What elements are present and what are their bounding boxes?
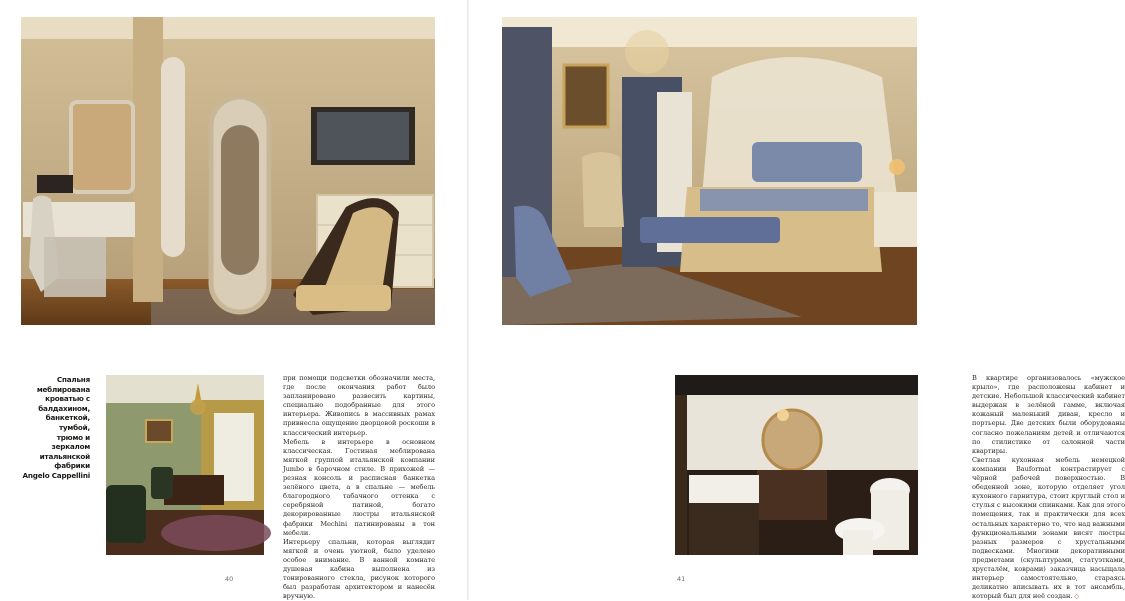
paragraph-text: Светлая кухонная мебель немецкой компании Bauformat контрастирует с чёрной рабочей поверхностью. В обеденной зоне, которую отделяет угол кухонного гарнитура, стоит круглый стол и стулья с высокими спинками. Как для этого помещения, так и практически для всех остальных характерно то, что над важными функциональными зонами висят люстры разных размеров с хрустальными подвесками. Многими декоративными предметами (скульптурами, статуэтками, хрусталём, коврами) заказчица насыщала интерьер самостоятельно, стараясь деликатно вписывать их в тот ансамбль, который был для неё создан. [972,455,1125,601]
bedroom-vanity-photo [21,17,435,325]
master-bedroom-photo [502,17,917,325]
page-number: 40 [225,575,234,583]
page-number: 41 [677,575,686,583]
article-column-right [972,374,1125,601]
caption-line: банкеткой, тумбой, [45,413,90,432]
article-column-left [283,374,435,601]
paragraph: В квартире организовалось «мужское крыло», где расположены кабинет и детские. Небольшой классический кабинет выдержан в зелёной гамме, включая кожаный маленький диван, кресло и портьеры. Две детских были оборудованы согласно пожеланиям детей и отличаются по стилистике от салонной части квартиры. [972,374,1125,455]
bathroom-photo [675,375,918,555]
right-page [469,0,1125,601]
paragraph: Мебель в интерьере в основном классическая. Гостиная меблирована мягкой группой итальянской компании Jumbo в барочном стиле. В прихожей — резная консоль и расписная банкетка зелёного цвета, а в спальне — мебель благородного табачного оттенка с серебряной патиной, богато декорированные люстры итальянской фабрики Mechini патинированы в тон мебели. [283,437,435,537]
paragraph: при помощи подсветки обозначили места, где после окончания работ было запланировано развесить картины, специально подобранные для этого интерьера. Живопись в массивных рамах привнесла ощущение дворцовой роскоши в классический интерьер. [283,374,435,437]
study-photo [106,375,264,555]
caption-line: итальянской фабрики [39,451,90,471]
caption-line: Спальня меблирована [36,375,90,394]
paragraph: Интерьеру спальни, которая выглядит мягкой и очень уютной, было уделено особое внимание. В ванной комнате душевая кабина выполнена из тонированного стекла, рисунок которого был разработан архитектором и нанесён вручную. [283,537,435,601]
photo-caption [20,375,90,481]
left-page [0,0,468,600]
caption-line: трюмо и зеркалом [51,432,90,452]
caption-line: кроватью с балдахином, [38,394,90,413]
end-of-article-mark: ◇ [1074,593,1079,601]
paragraph [972,456,1125,601]
caption-brand: Angelo Cappellini [22,470,90,480]
